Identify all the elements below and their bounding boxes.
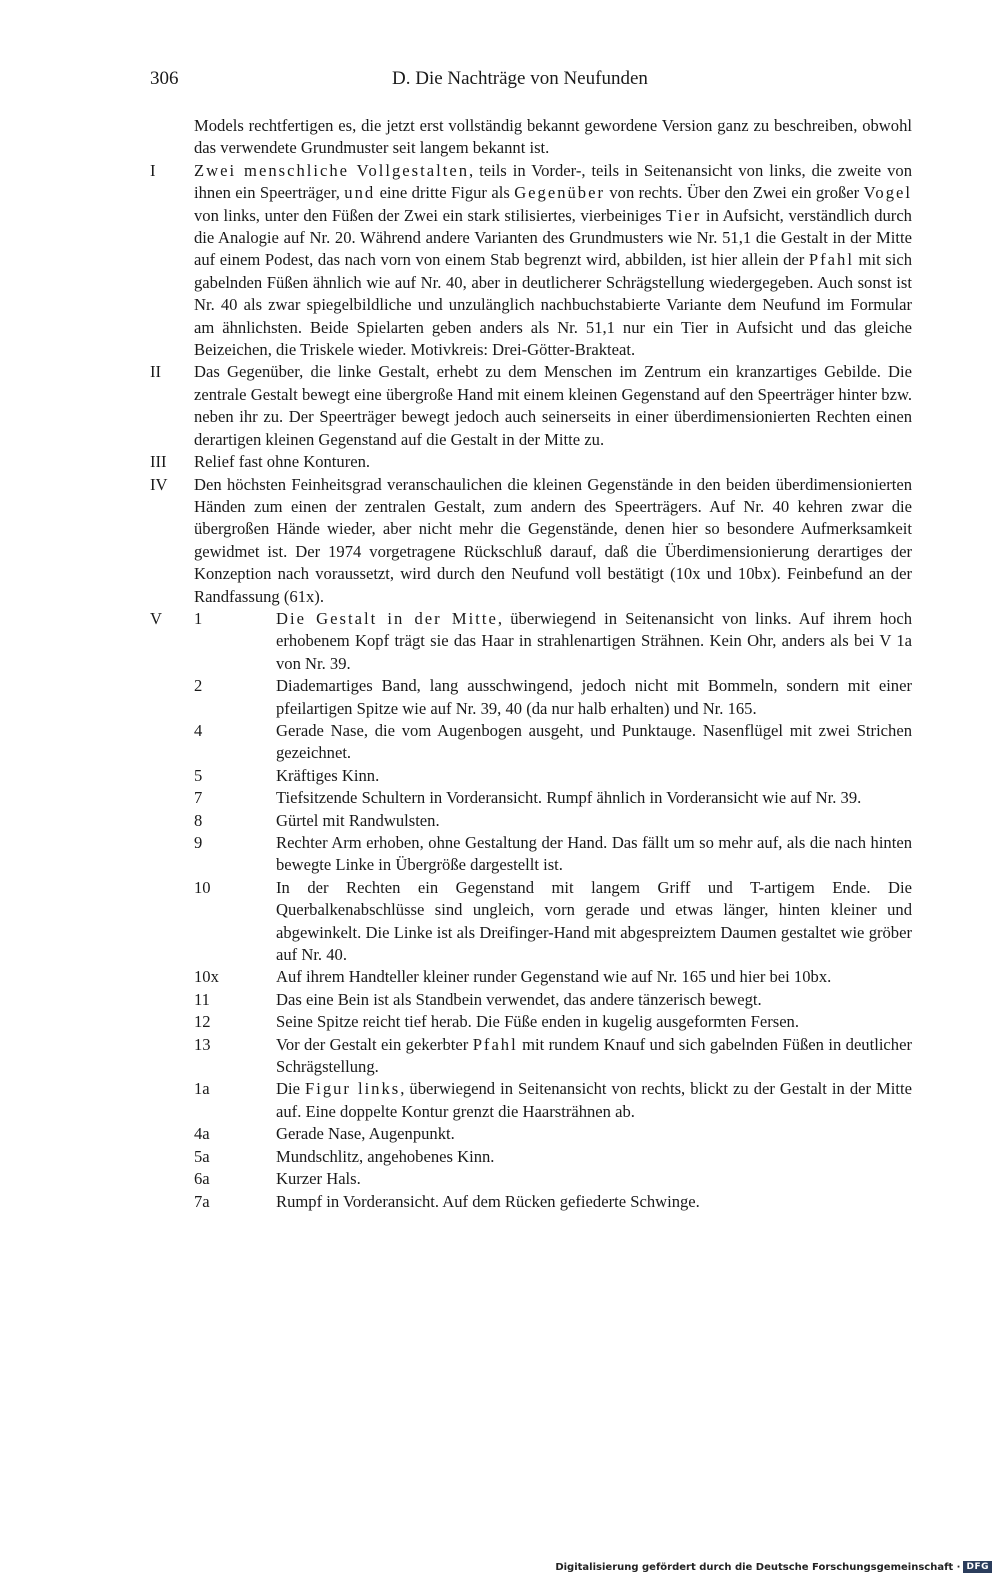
- body-text: [150, 115, 912, 1213]
- item-number: 1: [194, 608, 203, 628]
- section-label: V: [150, 608, 162, 628]
- item-number: 4: [194, 720, 203, 740]
- item-text: Vor der Gestalt ein gekerbter Pfahl mit rundem Knauf und sich gabelnden Füßen in deutlicher Schrägstellung.: [276, 1034, 912, 1077]
- item-number: 10: [194, 877, 211, 897]
- item-text: Das eine Bein ist als Standbein verwendet, das andere tänzerisch bewegt.: [276, 989, 762, 1009]
- item-text: Rumpf in Vorderansicht. Auf dem Rücken gefiederte Schwinge.: [276, 1191, 700, 1211]
- item-text: Kurzer Hals.: [276, 1169, 361, 1189]
- section-ii: II Das Gegenüber, die linke Gestalt, erhebt zu dem Menschen im Zentrum ein kranzartiges Gebilde. Die zentrale Gestalt bewegt eine übergroße Hand mit einem kleinen Gegenstand auf den Speerträger hinter bzw. neben ihr zu. Der Speerträger bewegt jedoch auch seinerseits in einer überdimensionierten Rechten einen derartigen kleinen Gegenstand auf die Gestalt in der Mitte zu.: [150, 361, 912, 451]
- list-item: [194, 877, 912, 967]
- item-number: 13: [194, 1034, 211, 1054]
- section-v-items: [194, 608, 912, 1213]
- item-text: Diademartiges Band, lang ausschwingend, jedoch nicht mit Bommeln, sondern mit einer pfeilartigen Spitze wie auf Nr. 39, 40 (da nur halb erhalten) und Nr. 165.: [276, 676, 912, 718]
- item-text: Die Figur links, überwiegend in Seitenansicht von rechts, blickt zu der Gestalt in der Mitte auf. Eine doppelte Kontur grenzt die Haarsträhnen ab.: [276, 1079, 912, 1121]
- section-label: IV: [150, 474, 168, 494]
- list-item: [194, 966, 912, 988]
- item-number: 5: [194, 765, 203, 785]
- item-number: 7a: [194, 1191, 210, 1211]
- list-item: [194, 1123, 912, 1145]
- list-item: [194, 720, 912, 765]
- item-number: 2: [194, 676, 203, 696]
- item-text: Kräftiges Kinn.: [276, 765, 380, 785]
- item-number: 1a: [194, 1079, 210, 1099]
- section-iii: III Relief fast ohne Konturen.: [150, 451, 912, 473]
- list-item: [194, 1078, 912, 1123]
- list-item: [194, 787, 912, 809]
- section-label: II: [150, 362, 162, 382]
- dfg-logo: DFG: [963, 1561, 992, 1573]
- item-text: In der Rechten ein Gegenstand mit langem Griff und T-artigem Ende. Die Querbalkenabschlüsse sind ungleich, vorn gerade und etwas länger, hinten kleiner und abgewinkelt. Die Linke ist als Dreifinger-Hand mit abgespreiztem Daumen gestaltet wie gröber auf Nr. 40.: [276, 877, 912, 965]
- item-number: 7: [194, 788, 203, 808]
- list-item: [194, 1191, 912, 1213]
- section-iv: IV Den höchsten Feinheitsgrad veranschaulichen die kleinen Gegenstände in den beiden überdimensionierten Händen zum einen der zentralen Gestalt, zum andern des Speerträgers. Auf Nr. 40 kehren zwar die übergroßen Hände wieder, aber nicht mehr die Gegenstände, denen hier so besondere Aufmerksamkeit gewidmet ist. Der 1974 vorgetragene Rückschluß darauf, daß die Überdimensionierung derartiges der Konzeption nach voraussetzt, wird durch den Neufund voll bestätigt (10x und 10bx). Feinbefund an der Randfassung (61x).: [150, 474, 912, 608]
- list-item: [194, 810, 912, 832]
- item-number: 8: [194, 810, 203, 830]
- list-item: [194, 675, 912, 720]
- list-item: [194, 1034, 912, 1079]
- item-text: Tiefsitzende Schultern in Vorderansicht. Rumpf ähnlich in Vorderansicht wie auf Nr. 39.: [276, 788, 862, 808]
- item-number: 10x: [194, 967, 219, 987]
- page-header: [150, 68, 910, 94]
- item-text: Gürtel mit Randwulsten.: [276, 810, 440, 830]
- item-number: 9: [194, 833, 203, 852]
- list-item: [194, 832, 912, 877]
- running-head: D. Die Nachträge von Neufunden: [392, 68, 648, 89]
- item-number: 5a: [194, 1146, 210, 1166]
- footer-text: Digitalisierung gefördert durch die Deutsche Forschungsgemeinschaft ·: [555, 1561, 961, 1573]
- item-number: 12: [194, 1012, 211, 1032]
- item-text: Die Gestalt in der Mitte, überwiegend in Seitenansicht von links. Auf ihrem hoch erhobenem Kopf trägt sie das Haar in strahlenartigen Strähnen. Kein Ohr, anders als bei V 1a von Nr. 39.: [276, 608, 912, 673]
- section-i: I Zwei menschliche Vollgestalten, teils in Vorder-, teils in Seitenansicht von links, die zweite von ihnen ein Speerträger, und eine dritte Figur als Gegenüber von rechts. Über den Zwei ein großer Vogel von links, unter den Füßen der Zwei ein stark stilisiertes, vierbeiniges Tier in Aufsicht, verständlich durch die Analogie auf Nr. 20. Während andere Varianten des Grundmusters wie Nr. 51,1 die Gestalt in der Mitte auf einem Podest, das nach vorn von einem Stab begrenzt wird, abbilden, ist hier allein der Pfahl mit sich gabelnden Füßen ähnlich wie auf Nr. 40, aber in deutlicherer Schrägstellung wiedergegeben. Auch sonst ist Nr. 40 als zwar spiegelbildliche und unzulänglich nachbuchstabierte Variante dem Neufund im Formular am ähnlichsten. Beide Spielarten geben anders als Nr. 51,1 nur ein Tier in Aufsicht und das gleiche Beizeichen, die Triskele wieder. Motivkreis: Drei-Götter-Brakteat.: [150, 160, 912, 362]
- section-label: III: [150, 452, 167, 472]
- list-item: [194, 1168, 912, 1190]
- item-text: Gerade Nase, die vom Augenbogen ausgeht, und Punktauge. Nasenflügel mit zwei Strichen gezeichnet.: [276, 720, 912, 763]
- item-number: 11: [194, 989, 210, 1009]
- item-number: 4a: [194, 1124, 210, 1144]
- page-number: 306: [150, 68, 179, 89]
- item-text: Seine Spitze reicht tief herab. Die Füße enden in kugelig ausgeformten Fersen.: [276, 1012, 800, 1032]
- list-item: [194, 608, 912, 675]
- section-v: [150, 608, 912, 1213]
- list-item: [194, 1146, 912, 1168]
- item-text: Mundschlitz, angehobenes Kinn.: [276, 1146, 495, 1166]
- section-label: I: [150, 160, 156, 180]
- item-text: Gerade Nase, Augenpunkt.: [276, 1124, 455, 1144]
- item-number: 6a: [194, 1169, 210, 1189]
- item-text: Rechter Arm erhoben, ohne Gestaltung der Hand. Das fällt um so mehr auf, als die nach hinten bewegte Linke in Übergröße dargestellt ist.: [276, 833, 912, 875]
- item-text: Auf ihrem Handteller kleiner runder Gegenstand wie auf Nr. 165 und hier bei 10bx.: [276, 967, 832, 987]
- digitization-footer: [555, 1561, 992, 1573]
- list-item: [194, 1011, 912, 1033]
- intro-paragraph: Models rechtfertigen es, die jetzt erst vollständig bekannt gewordene Version ganz zu beschreiben, obwohl das verwendete Grundmuster seit langem bekannt ist.: [194, 116, 912, 158]
- list-item: [194, 989, 912, 1011]
- list-item: [194, 765, 912, 787]
